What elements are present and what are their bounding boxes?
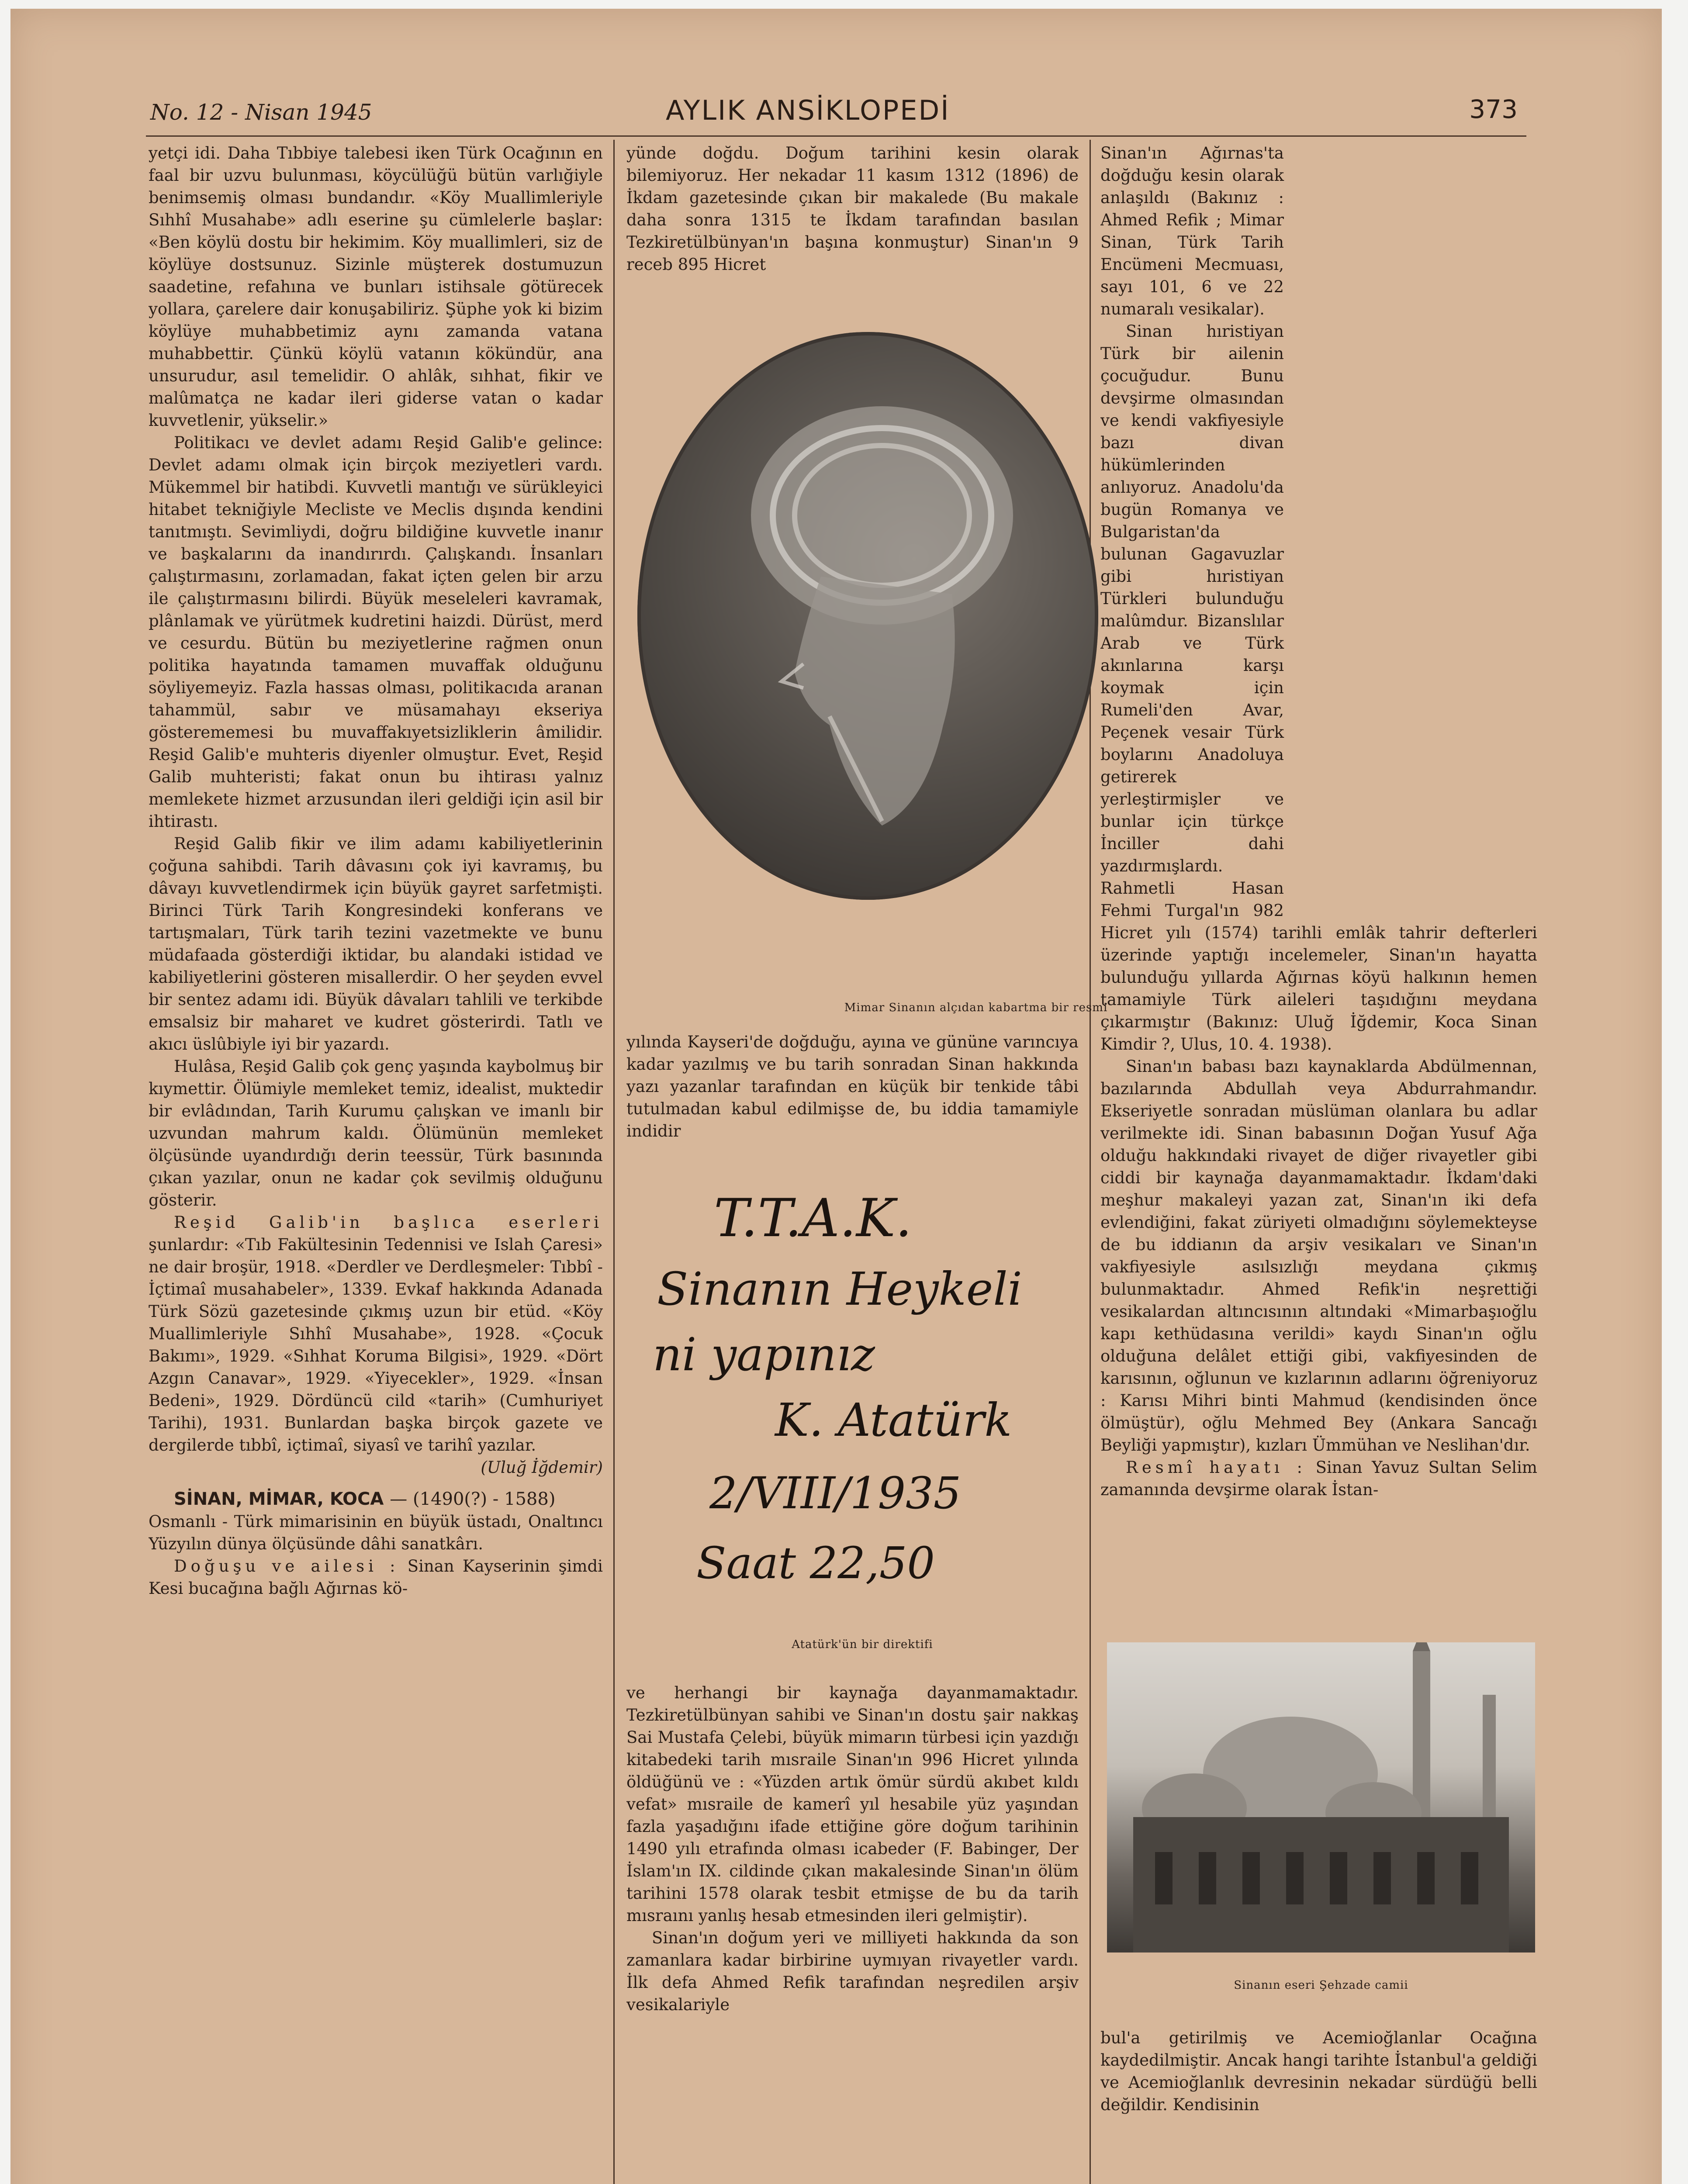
column-middle-top xyxy=(626,142,1079,299)
paragraph xyxy=(149,1211,603,1456)
ataturk-directive-note xyxy=(644,1179,1081,1625)
paragraph xyxy=(1100,1456,1537,1501)
note-line: Sinanın Heykeli xyxy=(657,1262,1022,1316)
note-line: Saat 22,50 xyxy=(696,1538,935,1589)
section-lead: Doğuşu ve ailesi : xyxy=(174,1557,399,1576)
paragraph: Politikacı ve devlet adamı Reşid Galib'e gelince: Devlet adamı olmak için birçok meziyetleri vardı. Mükemmel bir hatibdi. Kuvvetli mantığı ve sürükleyici hitabet tekniğiyle Mecliste ve Meclis dışında kendini tanıtmıştı. Sevimliydi, doğru bildiğine kuvvetle inanır ve başkalarını da inandırırdı. Çalışkandı. İnsanları çalıştırmasını, zorlamadan, fakat içten gelen bir arzu ile çalıştırmasını bilirdi. Büyük meseleleri kavramak, plânlamak ve yürütmek kudretini haizdi. Dürüst, merd ve cesurdu. Bütün bu meziyetlerine rağmen onun politika hayatında tamamen muvaffak olduğunu söyliyemeyiz. Fazla hassas olması, politikacıda aranan tahammül, sabır ve müsamahayı ekseriya gösterememesi bu muvaffakıyetsizliklerin âmilidir. Reşid Galib'e muhteris diyenler olmuştur. Evet, Reşid Galib muhteristi; fakat onun bu ihtirası yalnız memlekete hizmet arzusundan ileri geldiği için asil bir ihtirastı. xyxy=(149,433,603,831)
note-line: ni yapınız xyxy=(653,1328,875,1381)
journal-title: AYLIK ANSİKLOPEDİ xyxy=(666,94,950,126)
portrait-illustration xyxy=(637,332,1098,900)
note-line: K. Atatürk xyxy=(775,1393,1012,1447)
entry-dates: — (1490(?) - 1588) xyxy=(390,1489,556,1509)
sehzade-mosque-photo xyxy=(1107,1642,1535,1952)
paragraph: ve herhangi bir kaynağa dayanmamaktadır. Tezkiretülbünyan sahibi ve Sinan'ın dostu şair nakkaş Sai Mustafa Çelebi, büyük mimarın türbesi için yazdığı kitabedeki tarih mısraile Sinan'ın 996 Hicret yılında öldüğünü ve : «Yüzden artık ömür sürdü akıbet kıldı vefat» mısraile de kamerî yıl hesabile yüz yaşından fazla yaşadığını ifade ettiğine göre doğum tarihinin 1490 yılı etrafında olması icabeder (F. Babinger, Der İslam'ın IX. cildinde çıkan makalesinde Sinan'ın ölüm tarihini 1578 olarak tesbit etmişse de bu da tarih mısraını yanlış hesab etmesinden ileri gelmiştir). xyxy=(626,1683,1079,1925)
entry-intro: Osmanlı - Türk mimarisinin en büyük üstadı, Onaltıncı Yüzyılın dünya ölçüsünde dâhi sanatkârı. xyxy=(149,1512,603,1553)
paragraph: yetçi idi. Daha Tıbbiye talebesi iken Türk Ocağının en faal bir uzvu bulunması, köycülüğü bütün varlığiyle benimsemiş olması bundandır. «Köy Muallimleriyle Sıhhî Musahabe» adlı eserine şu cümlelerle başlar: «Ben köylü dostu bir hekimim. Köy muallimleri, siz de köylüye dostsunuz. Sizinle müşterek dostumuzun saadetine, refahına ve bunları istihsale götürecek yollara, çarelere dair konuşabiliriz. Şüphe yok ki bizim köylüye muhabbetimiz aynı zamanda vatana muhabbettir. Çünkü köylü vatanın kökündür, ana unsurudur, asıl temelidir. O ahlâk, sıhhat, fikir ve malûmatça ne kadar ileri giderse vatan o kadar kuvvetlenir, yükselir.» xyxy=(149,144,603,430)
works-lead: Reşid Galib'in başlıca eserleri xyxy=(174,1213,603,1232)
paragraph: Hulâsa, Reşid Galib çok genç yaşında kaybolmuş bir kıymettir. Ölümiyle memleket temiz, idealist, muktedir bir evlâdından, Tarih Kurumu çalışkan ve imanlı bir uzvundan mahrum kaldı. Ölümünün memleket ölçüsünde uyandırdığı derin teessür, Türk basınında çıkan yazılar, onun ne kadar çok sevilmiş olduğunu gösterir. xyxy=(149,1057,603,1209)
works-list: şunlardır: «Tıb Fakültesinin Tedennisi ve Islah Çaresi» ne dair broşür, 1918. «Derdler ve Derdleşmeler: Tıbbî - İçtimaî musahabeler», 1339. Evkaf hakkında Adanada Türk Sözü gazetesinde çıkmış uzun bir etüd. «Köy Muallimleriyle Sıhhî Musahabe», 1928. «Çocuk Bakımı», 1929. «Sıhhat Koruma Bilgisi», 1929. «Dört Azgın Canavar», 1929. «Yiyecekler», 1929. «İnsan Bedeni», 1929. Dördüncü cild «tarih» (Cumhuriyet Tarihi), 1931. Bunlardan başka birçok gazete ve dergilerde tıbbî, içtimaî, siyasî ve tarihî yazılar. xyxy=(149,1235,603,1455)
paragraph: Sinan hıristiyan Türk bir ailenin çocuğudur. Bunu devşirme olmasından ve kendi vakfiyesiyle bazı divan hükümlerinden anlıyoruz. Anadolu'da bugün Romanya ve Bulgaristan'da bulunan Gagavuzlar gibi hıristiyan Türkleri bulunduğu malûmdur. Bizanslılar Arab ve Türk akınlarına karşı koymak için Rumeli'den Avar, Peçenek vesair Türk boylarını Anadoluya getirerek yerleştirmişler ve bunlar için türkçe İnciller dahi yazdırmışlardı. Rahmetli Hasan Fehmi Turgal'ın 982 Hicret yılı (1574) tarihli emlâk tahrir defterleri üzerinde yaptığı incelemeler, Sinan'ın hayatta bulunduğu yıllarda Ağırnas köyü halkının hemen tamamiyle Türk aileleri taşıdığını meydana çıkarmıştır (Bakınız: Uluğ İğdemir, Koca Sinan Kimdir ?, Ulus, 10. 4. 1938). xyxy=(1100,322,1537,1054)
section-lead: Resmî hayatı : xyxy=(1126,1458,1306,1477)
paragraph: Sinan'ın doğum yeri ve milliyeti hakkında da son zamanlara kadar birbirine uymıyan rivayetler vardı. İlk defa Ahmed Refik tarafından neşredilen arşiv vesikalariyle xyxy=(626,1928,1079,2014)
author-signature: (Uluğ İğdemir) xyxy=(481,1458,603,1477)
note-line: T.T.A.K. xyxy=(714,1188,912,1249)
sinan-relief-portrait xyxy=(637,332,1098,900)
paragraph: yılında Kayseri'de doğduğu, ayına ve gününe varıncıya kadar yazılmış ve bu tarih sonradan Sinan hakkında yazı yazanlar tarafından en küçük bir tenkide tâbi tutulmadan kabul edilmişse de, bu iddia tamamiyle indidir xyxy=(626,1033,1079,1140)
medallion-caption: Mimar Sinanın alçıdan kabartma bir resmi xyxy=(844,1001,1108,1014)
column-right-top xyxy=(1100,142,1537,1588)
paragraph: Sinan'ın babası bazı kaynaklarda Abdülmennan, bazılarında Abdullah veya Abdurrahmandır. Ekseriyetle sonradan müslüman olanlara bu adlar verilmekte idi. Sinan babasının Doğan Yusuf Ağa olduğu hakkındaki rivayet de diğer rivayetler gibi ciddi bir kaynağa dayanmamaktadır. İkdam'daki meşhur makaleyi yazan zat, Sinan'ın iki defa evlendiğini, fakat züriyeti olmadığını söylemekteyse de bu iddianın da arşiv vesikaları ve Sinan'ın vakfiyesiyle asılsızlığı meydana çıkmış bulunmaktadır. Ahmed Refik'in neşrettiği vesikalardan altıncısının altındaki «Mimarbaşıoğlu kapı kethüdasına verildi» kaydı Sinan'ın oğlu olduğuna delâlet ettiği gibi, vakfiyesinden de karısının, oğlunun ve kızlarının adlarını öğreniyoruz : Karısı Mihri binti Mahmud (kendisinden önce ölmüştür), oğlu Mehmed Bey (Ankara Sancağı Beyliği yapmıştır), kızları Ümmühan ve Neslihan'dır. xyxy=(1100,1057,1537,1455)
paragraph: yünde doğdu. Doğum tarihini kesin olarak bilemiyoruz. Her nekadar 11 kasım 1312 (1896) de İkdam gazetesinde çıkan bir makalede (Bu makale daha sonra 1315 te İkdam tarafından basılan Tezkiretülbünyan'ın başına konmuştur) Sinan'ın 9 receb 895 Hicret xyxy=(626,144,1079,274)
header-rule xyxy=(146,135,1526,137)
mosque-illustration xyxy=(1107,1642,1535,1952)
issue-label: No. 12 - Nisan 1945 xyxy=(150,100,372,125)
paragraph: Sinan'ın Ağırnas'ta doğduğu kesin olarak anlaşıldı (Bakınız : Ahmed Refik ; Mimar Sinan, Türk Tarih Encümeni Mecmuası, sayı 101, 6 ve 22 numaralı vesikalar). xyxy=(1100,144,1284,318)
column-middle-bottom xyxy=(626,1682,1079,2184)
entry-title: SİNAN, MİMAR, KOCA xyxy=(174,1489,384,1509)
column-rule-1 xyxy=(613,140,615,2184)
note-caption: Atatürk'ün bir direktifi xyxy=(792,1638,933,1651)
paragraph: Reşid Galib fikir ve ilim adamı kabiliyetlerinin çoğuna sahibdi. Tarih dâvasını çok iyi kavramış, bu dâvayı kuvvetlendirmek için büyük gayret sarfetmişti. Birinci Türk Tarih Kongresindeki konferans ve tartışmaları, Türk tarih tezini vazetmekte ve bunu müdafaada gösterdiği iktidar, bu alandaki istidad ve kabiliyetlerini gösteren misallerdir. O her şeyden evvel bir sentez adamı idi. Büyük dâvaları tahlili ve terkibde emsalsiz bir maharet ve kudret gösterirdi. Tatlı ve akıcı üslûbiyle iyi bir yazardı. xyxy=(149,834,603,1054)
newspaper-page xyxy=(10,9,1662,2184)
page-number: 373 xyxy=(1469,94,1518,124)
column-middle-mid xyxy=(626,1031,1079,1175)
entry-heading xyxy=(149,1488,603,1510)
section-text: Sinan Yavuz Sultan Selim zamanında devşirme olarak İstan- xyxy=(1100,1458,1537,1499)
paragraph xyxy=(149,1555,603,1600)
column-left xyxy=(149,142,603,2184)
column-rule-2 xyxy=(1090,140,1091,2184)
note-line: 2/VIII/1935 xyxy=(709,1468,962,1519)
section-text: Sinan Kayserinin şimdi Kesi bucağına bağlı Ağırnas kö- xyxy=(149,1557,603,1598)
column-right-bottom xyxy=(1100,2027,1537,2184)
photo-caption: Sinanın eseri Şehzade camii xyxy=(1234,1979,1408,1992)
page-header xyxy=(150,92,1518,131)
paragraph: bul'a getirilmiş ve Acemioğlanlar Ocağına kaydedilmiştir. Ancak hangi tarihte İstanbul'a geldiği ve Acemioğlanlık devresinin nekadar sürdüğü belli değildir. Kendisinin xyxy=(1100,2028,1537,2114)
portrait-overlap-space xyxy=(1293,142,1537,919)
